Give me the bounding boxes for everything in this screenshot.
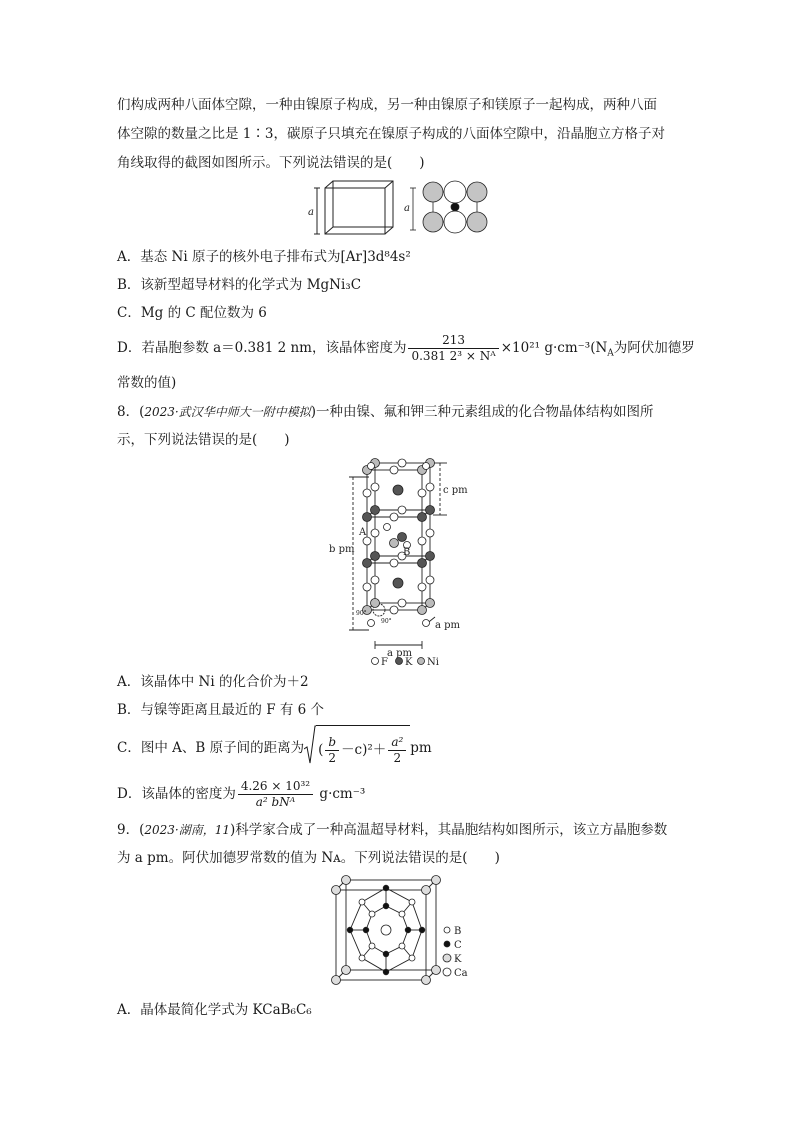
q8-option-c-pre: C．图中 A、B 原子间的距离为: [117, 740, 305, 756]
q7-option-c: C．Mg 的 C 配位数为 6: [117, 305, 267, 321]
atom-black: [451, 203, 459, 211]
q7-label-a2: a: [404, 203, 410, 214]
b-atom: [399, 943, 405, 949]
legend-k-dot: [443, 954, 451, 962]
legend-b-dot: [444, 927, 450, 933]
f-atom: [363, 537, 371, 545]
atom-gray: [423, 182, 443, 202]
label-b-pm: b pm: [329, 544, 355, 555]
k-atom: [422, 886, 431, 895]
f-atom: [390, 559, 398, 567]
f-atom: [426, 529, 434, 537]
c-atom: [383, 885, 389, 891]
q7-option-d: [117, 330, 695, 372]
f-atom: [390, 513, 398, 521]
q8-frac-num: 4.26 × 10³²: [238, 779, 313, 795]
label-angle-2: 90°: [381, 618, 392, 625]
b-atom: [409, 955, 415, 961]
label-point-a: A: [359, 527, 367, 538]
b-atom: [399, 911, 405, 917]
f-atom: [423, 463, 430, 470]
c-atom: [363, 927, 369, 933]
atom-gray: [467, 212, 487, 232]
q8-stem-line2: 示，下列说法错误的是( ): [117, 432, 290, 448]
k-atom: [363, 559, 372, 568]
k-atom: [363, 513, 372, 522]
k-atom: [432, 876, 441, 885]
q7-option-d-post: ×10²¹ g·cm⁻³(N: [500, 340, 608, 356]
legend-f-dot: [372, 658, 379, 665]
ni-atom: [371, 599, 380, 608]
b-atom: [369, 911, 375, 917]
q7-option-a: A．基态 Ni 原子的核外电子排布式为[Ar]3d⁸4s²: [117, 249, 411, 265]
q7-option-d-pre: D．若晶胞参数 a＝0.381 2 nm，该晶体密度为: [117, 340, 407, 356]
atom-gray: [467, 182, 487, 202]
k-atom: [393, 578, 403, 588]
q8-option-a: A．该晶体中 Ni 的化合价为＋2: [117, 674, 309, 690]
q8-option-d: [117, 776, 365, 812]
q9-number: 9．(: [117, 822, 145, 838]
q8-frac-2b: 2: [393, 751, 402, 765]
q9-stem: [117, 820, 667, 840]
q8-number: 8．(: [117, 404, 145, 420]
q7-figure: [300, 178, 500, 238]
q9-legend-ca: Ca: [454, 968, 468, 979]
q8-frac-2a: 2: [328, 751, 337, 765]
f-atom: [371, 483, 379, 491]
intro-line-3: 角线取得的截图如图所示。下列说法错误的是( ): [117, 155, 425, 171]
q7-option-b: B．该新型超导材料的化学式为 MgNi₃C: [117, 277, 362, 293]
cube-diagram: [314, 181, 393, 234]
f-atom: [426, 483, 434, 491]
q8-option-c-unit: pm: [410, 740, 432, 756]
k-atom: [371, 552, 380, 561]
q8-option-c: [117, 725, 432, 772]
f-atom: [371, 576, 379, 584]
f-atom: [398, 506, 406, 514]
q7-option-d-sub: A: [607, 348, 614, 359]
c-atom: [383, 903, 389, 909]
k-atom: [342, 966, 351, 975]
f-atom: [363, 489, 371, 497]
f-atom: [418, 583, 426, 591]
k-atom: [332, 886, 341, 895]
q7-option-d-end: 为阿伏加德罗: [613, 340, 695, 356]
q7-option-d-line2: 常数的值): [117, 375, 177, 391]
f-atom: [423, 620, 430, 627]
q8-frac-b: b: [325, 735, 339, 751]
k-atom: [422, 976, 431, 985]
q9-figure: [322, 872, 482, 992]
b-atom: [359, 899, 365, 905]
c-atom: [419, 927, 425, 933]
f-atom: [418, 537, 426, 545]
label-point-b: B: [403, 547, 411, 558]
b-atom: [359, 955, 365, 961]
k-atom: [418, 513, 427, 522]
f-atom: [368, 620, 375, 627]
q9-stem-line2: 为 a pm。阿伏加德罗常数的值为 Nᴀ。下列说法错误的是( ): [117, 850, 500, 866]
f-atom: [371, 529, 379, 537]
ca-atom: [381, 925, 391, 935]
cross-section-diagram: [410, 181, 487, 233]
intro-line-1: 们构成两种八面体空隙，一种由镍原子构成，另一种由镍原子和镁原子一起构成，两种八面: [117, 97, 657, 113]
q9-source: 2023·湖南，11: [144, 823, 230, 837]
f-atom: [363, 583, 371, 591]
q7-density-fraction: [408, 333, 498, 364]
q9-atoms: [332, 876, 452, 985]
atom-white: [444, 181, 466, 203]
k-atom: [393, 485, 403, 495]
intro-line-2: 体空隙的数量之比是 1∶3，碳原子只填充在镍原子构成的八面体空隙中，沿晶胞立方格子对: [117, 126, 665, 142]
legend-k: K: [405, 657, 413, 668]
f-atom: [398, 459, 406, 467]
label-a-pm-right: a pm: [435, 620, 461, 631]
legend-f: F: [381, 657, 388, 668]
k-atom: [432, 966, 441, 975]
c-atom: [383, 969, 389, 975]
k-atom: [371, 506, 380, 515]
f-atom: [398, 599, 406, 607]
k-atom: [426, 552, 435, 561]
q8-source: 2023·武汉华中师大一附中模拟: [144, 405, 311, 419]
sqrt-expression: ( $\frac{b}{2}$ －c)²＋ $\frac{\text{a²}}{2}$: [304, 725, 410, 772]
q7-frac-num: 213: [408, 333, 498, 349]
q8-option-d-pre: D．该晶体的密度为: [117, 786, 236, 802]
atom-white: [444, 211, 466, 233]
k-atom: [342, 876, 351, 885]
f-atom: [384, 524, 391, 531]
q7-frac-den: 0.381 2³ × Nᴬ: [411, 349, 496, 363]
q9-legend-b: B: [454, 926, 462, 937]
q8-stem: [117, 402, 654, 422]
f-atom: [418, 489, 426, 497]
q8-option-d-unit: g·cm⁻³: [319, 786, 366, 802]
q8-density-fraction: [238, 779, 313, 810]
label-a-pm-bottom: a pm: [387, 648, 413, 659]
b-atom: [409, 899, 415, 905]
f-atom: [368, 463, 375, 470]
q8-atoms: [363, 459, 435, 665]
f-atom: [390, 466, 398, 474]
k-atom: [398, 533, 407, 542]
k-atom: [426, 506, 435, 515]
k-atom: [418, 559, 427, 568]
q8-option-c-mid: －c)²＋: [341, 742, 387, 758]
q8-option-b: B．与镍等距离且最近的 F 有 6 个: [117, 702, 325, 718]
q9-stem-rest: )科学家合成了一种高温超导材料，其晶胞结构如图所示，该立方晶胞参数: [229, 822, 668, 838]
c-atom: [347, 927, 353, 933]
q9-option-a: A．晶体最简化学式为 KCaB₆C₆: [117, 1002, 312, 1018]
ni-atom: [390, 539, 399, 548]
legend-ni-dot: [418, 658, 425, 665]
q8-frac-den: a² bNᴬ: [255, 795, 296, 809]
f-atom: [426, 576, 434, 584]
f-atom: [390, 606, 398, 614]
q7-label-a1: a: [308, 207, 314, 218]
k-atom: [332, 976, 341, 985]
q8-stem-rest: )一种由镍、氟和钾三种元素组成的化合物晶体结构如图所: [310, 404, 654, 420]
sqrt-sign-icon: [304, 725, 316, 765]
q9-legend-k: K: [454, 954, 462, 965]
legend-c-dot: [444, 941, 450, 947]
label-c-pm: c pm: [443, 485, 468, 496]
b-atom: [369, 943, 375, 949]
c-atom: [383, 951, 389, 957]
label-angle-1: 90°: [356, 610, 367, 617]
legend-ca-dot: [443, 968, 451, 976]
legend-ni: Ni: [427, 657, 439, 668]
atom-gray: [423, 212, 443, 232]
q9-legend-c: C: [454, 940, 462, 951]
q8-figure: [325, 455, 485, 670]
ni-atom: [426, 599, 435, 608]
c-atom: [405, 927, 411, 933]
q8-frac-a2: a²: [388, 735, 406, 751]
ni-atom: [418, 606, 427, 615]
